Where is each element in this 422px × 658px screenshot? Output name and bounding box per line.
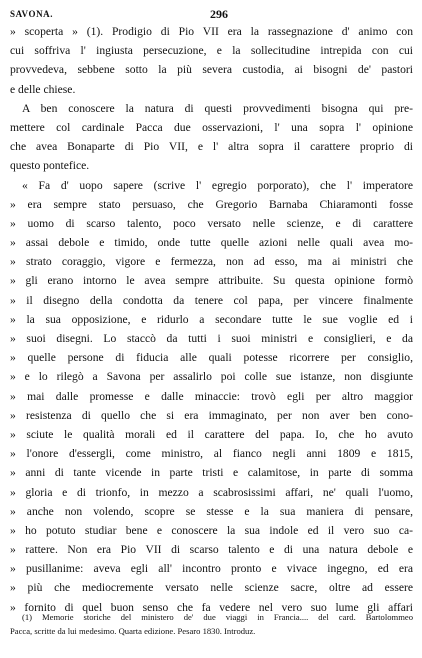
text-line: » scoperta » (1). Prodigio di Pio VII era la rassegnazione d' animo con (10, 25, 413, 38)
text-line: » più che mediocremente versato nelle scienze sacre, oltre ad essere (10, 581, 413, 595)
text-line: » fornito di quel buon senso che fa vedere nel vero suo lume gli affari (10, 600, 413, 614)
page-number: 296 (210, 7, 228, 21)
text-line: » suoi disegni. Lo staccò da tutti i suoi ministri e consiglieri, e da (10, 332, 413, 345)
text-line: » era sempre stato persuaso, che Gregorio Barnaba Chiaramonti fosse (10, 197, 413, 211)
text-line: « Fa d' uopo sapere (scrive l' egregio porporato), che l' imperatore (22, 178, 413, 192)
text-line: » assai debole e timido, onde tutte quelle azioni nelle quali avea mo- (10, 236, 413, 250)
text-line: » resistenza di quello che si era immaginato, per non aver ben cono- (10, 408, 413, 422)
text-line: » l'onore d'essergli, come ministro, al fianco negli anni 1809 e 1815, (10, 447, 413, 461)
body-text (10, 22, 413, 617)
footnote-line: Pacca, scritte da lui medesimo. Quarta edizione. Pesaro 1830. Introduz. (10, 626, 256, 636)
text-line: » gli erano intorno le avea sempre attribuite. Su questa opinione formò (10, 274, 413, 288)
text-line: A ben conoscere la natura di questi provvedimenti bisogna qui pre- (22, 101, 413, 115)
text-line: questo pontefice. (10, 159, 90, 173)
text-line: » sciute le qualità morali ed il carattere del papa. Io, che ho avuto (10, 427, 413, 441)
page-header (10, 7, 414, 23)
text-line: » mai dalle promesse e dalle minaccie: trovò egli per altro maggior (10, 389, 413, 403)
text-line: » la sua opposizione, e ridurlo a secondare tutte le sue voglie ed i (10, 312, 413, 326)
text-line: e delle chiese. (10, 82, 76, 96)
text-line: » strato coraggio, vigore e fermezza, non ad esso, ma ai ministri che (10, 255, 413, 269)
text-line: » gloria e di trionfo, in mezzo a scabrosissimi affari, ne' quali l'uomo, (10, 485, 413, 499)
text-line: » anche non volendo, scopre se stesse e la sua maniera di pensare, (10, 504, 413, 518)
text-line: che avea Bonaparte di Pio VII, e l' altra sopra il carattere proprio di (10, 140, 413, 154)
text-line: provvedeva, sebbene sotto la più severa custodia, ai bisogni de' pastori (10, 63, 413, 77)
text-line: » pusillanime: aveva egli all' incontro pronto e vivace ingegno, ed era (10, 562, 413, 576)
text-line: » e lo rilegò a Savona per assalirlo poi colle sue istanze, non disgiunte (10, 370, 413, 384)
footnote (10, 610, 413, 638)
text-line: » ho potuto studiar bene e conoscere la sua indole ed il vero suo ca- (10, 523, 413, 537)
footnote-line: (1) Memorie storiche del ministero de' due viaggi in Francia.... del card. Bartolommeo (22, 612, 413, 622)
running-head: SAVONA. (10, 9, 54, 19)
text-line: » quelle persone di fiducia alle quali potesse ricorrere per consiglio, (10, 351, 413, 365)
text-line: » anni di tante vicende in parte tristi e calamitose, in parte di somma (10, 466, 413, 480)
text-line: » il disegno della condotta da tenere col papa, per vincere finalmente (10, 293, 413, 307)
text-line: cui soffriva l' ingiusta persecuzione, e la sollecitudine intrepida con cui (10, 44, 413, 58)
text-line: » rattere. Non era Pio VII di scarso talento e di una natura debole e (10, 543, 413, 557)
text-line: » uomo di scarso talento, poco versato nelle scienze, e di carattere (10, 216, 413, 230)
text-line: mettere col cardinale Pacca due osservazioni, l' una sopra l' opinione (10, 120, 413, 134)
